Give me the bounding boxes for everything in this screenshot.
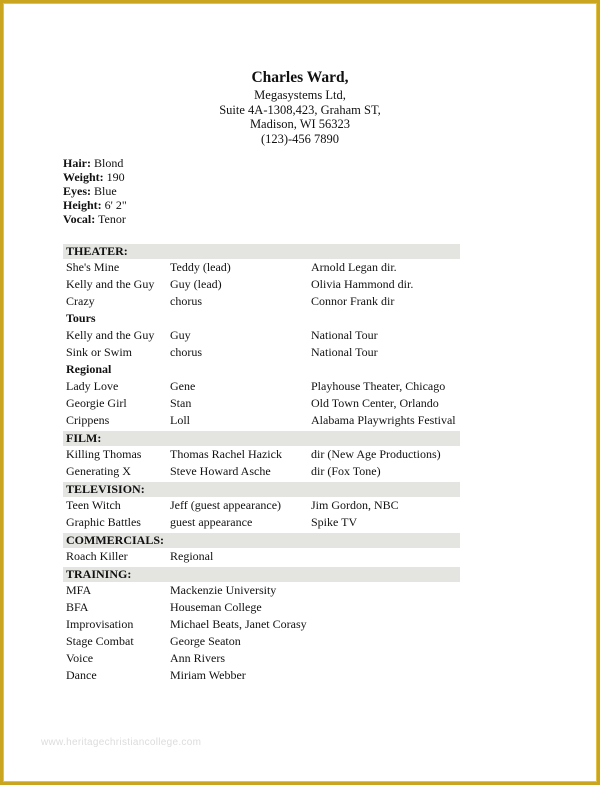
address-line-1: Suite 4A-1308,423, Graham ST, [219,102,381,117]
credit-row [63,667,460,684]
stat-label: Vocal: [63,212,96,226]
stat-value: 190 [103,170,125,184]
credit-title: Dance [66,668,97,682]
stat-value: Blue [91,184,117,198]
credit-venue: dir (New Age Productions) [311,447,441,461]
credit-role: chorus [170,294,202,308]
stat-value: Blond [91,156,124,170]
credit-title: Crippens [66,413,110,427]
credit-venue [311,667,460,684]
credit-title: BFA [66,600,89,614]
credit-title: Teen Witch [66,498,121,512]
credit-venue [311,548,460,565]
credit-title: Generating X [66,464,131,478]
credit-role: Gene [170,379,196,393]
section-heading: TELEVISION: [63,482,460,497]
credit-row [63,582,460,599]
credit-role: Teddy (lead) [170,260,231,274]
credit-row [63,259,460,276]
phone-number: (123)-456 7890 [260,131,340,146]
credit-role: Houseman College [170,600,262,614]
credit-role: Mackenzie University [170,583,277,597]
credit-venue: National Tour [311,328,378,342]
credit-title: Killing Thomas [66,447,142,461]
credit-venue: dir (Fox Tone) [311,464,381,478]
stat-label: Eyes: [63,184,91,198]
credit-venue [311,599,460,616]
credit-role: Ann Rivers [170,651,225,665]
credit-title: Graphic Battles [66,515,141,529]
section-heading: THEATER: [63,244,460,259]
subsection-heading: Regional [66,362,112,376]
credit-row [63,293,460,310]
stat-line [63,212,127,226]
credit-role: Stan [170,396,192,410]
section-heading: COMMERCIALS: [63,533,460,548]
credit-row [63,412,460,429]
credit-role: guest appearance [170,515,253,529]
credit-row [63,446,460,463]
resume-page [3,3,597,782]
stat-value: Tenor [95,212,126,226]
credit-venue: Spike TV [311,515,358,529]
address-line-2: Madison, WI 56323 [249,117,351,131]
stat-line [63,170,127,184]
credit-venue: Connor Frank dir [311,294,395,308]
credit-row [63,395,460,412]
credit-role: Loll [170,413,190,427]
section-heading: TRAINING: [63,567,460,582]
credit-title: Sink or Swim [66,345,133,359]
stat-label: Height: [63,198,102,212]
credit-row [63,650,460,667]
credit-title: Improvisation [66,617,134,631]
stat-value: 6' 2" [101,198,127,212]
credit-row [63,276,460,293]
credit-role: Steve Howard Asche [170,464,271,478]
stat-line [63,198,127,212]
credit-row [63,548,460,565]
credit-row [63,616,460,633]
stat-label: Weight: [63,170,104,184]
actor-name: Charles Ward, [251,69,349,86]
credit-row [63,599,460,616]
credit-venue: Alabama Playwrights Festival [311,413,456,427]
watermark: www.heritagechristiancollege.com [41,737,202,748]
company-line: Megasystems Ltd, [254,88,346,102]
credit-venue [311,650,460,667]
credit-row [63,514,460,531]
stat-label: Hair: [63,156,91,170]
credit-role: Guy (lead) [170,277,222,291]
credit-title: Lady Love [66,379,119,393]
credit-role: Thomas Rachel Hazick [170,447,282,461]
credit-row [63,378,460,395]
credit-row [63,327,460,344]
section-heading: FILM: [63,431,460,446]
stat-line [63,156,127,170]
credit-venue: Arnold Legan dir. [311,260,397,274]
credit-title: Roach Killer [66,549,128,563]
credit-title: MFA [66,583,92,597]
credit-title: Kelly and the Guy [66,328,155,342]
credit-venue [311,582,460,599]
credit-venue: Old Town Center, Orlando [311,396,439,410]
contact-header [4,68,596,146]
credit-venue [311,616,460,633]
credit-role: Michael Beats, Janet Corasy [170,617,307,631]
credit-role: Miriam Webber [170,668,246,682]
credit-title: Georgie Girl [66,396,127,410]
credit-role: Jeff (guest appearance) [170,498,282,512]
credit-venue: Jim Gordon, NBC [311,498,399,512]
credit-role: George Seaton [170,634,241,648]
subsection-heading: Tours [66,311,96,325]
credit-venue: National Tour [311,345,378,359]
credit-role: chorus [170,345,202,359]
credit-row [63,344,460,361]
credit-role: Regional [170,549,214,563]
credit-row [63,633,460,650]
credit-title: Stage Combat [66,634,134,648]
credit-row [63,463,460,480]
stat-line [63,184,127,198]
credit-venue: Olivia Hammond dir. [311,277,414,291]
credit-title: She's Mine [66,260,120,274]
credit-venue [311,633,460,650]
credit-title: Kelly and the Guy [66,277,155,291]
credit-row [63,497,460,514]
physical-stats [63,156,127,226]
credit-role: Guy [170,328,191,342]
credit-title: Voice [66,651,94,665]
credits-list [63,242,460,684]
credit-venue: Playhouse Theater, Chicago [311,379,446,393]
credit-title: Crazy [66,294,95,308]
